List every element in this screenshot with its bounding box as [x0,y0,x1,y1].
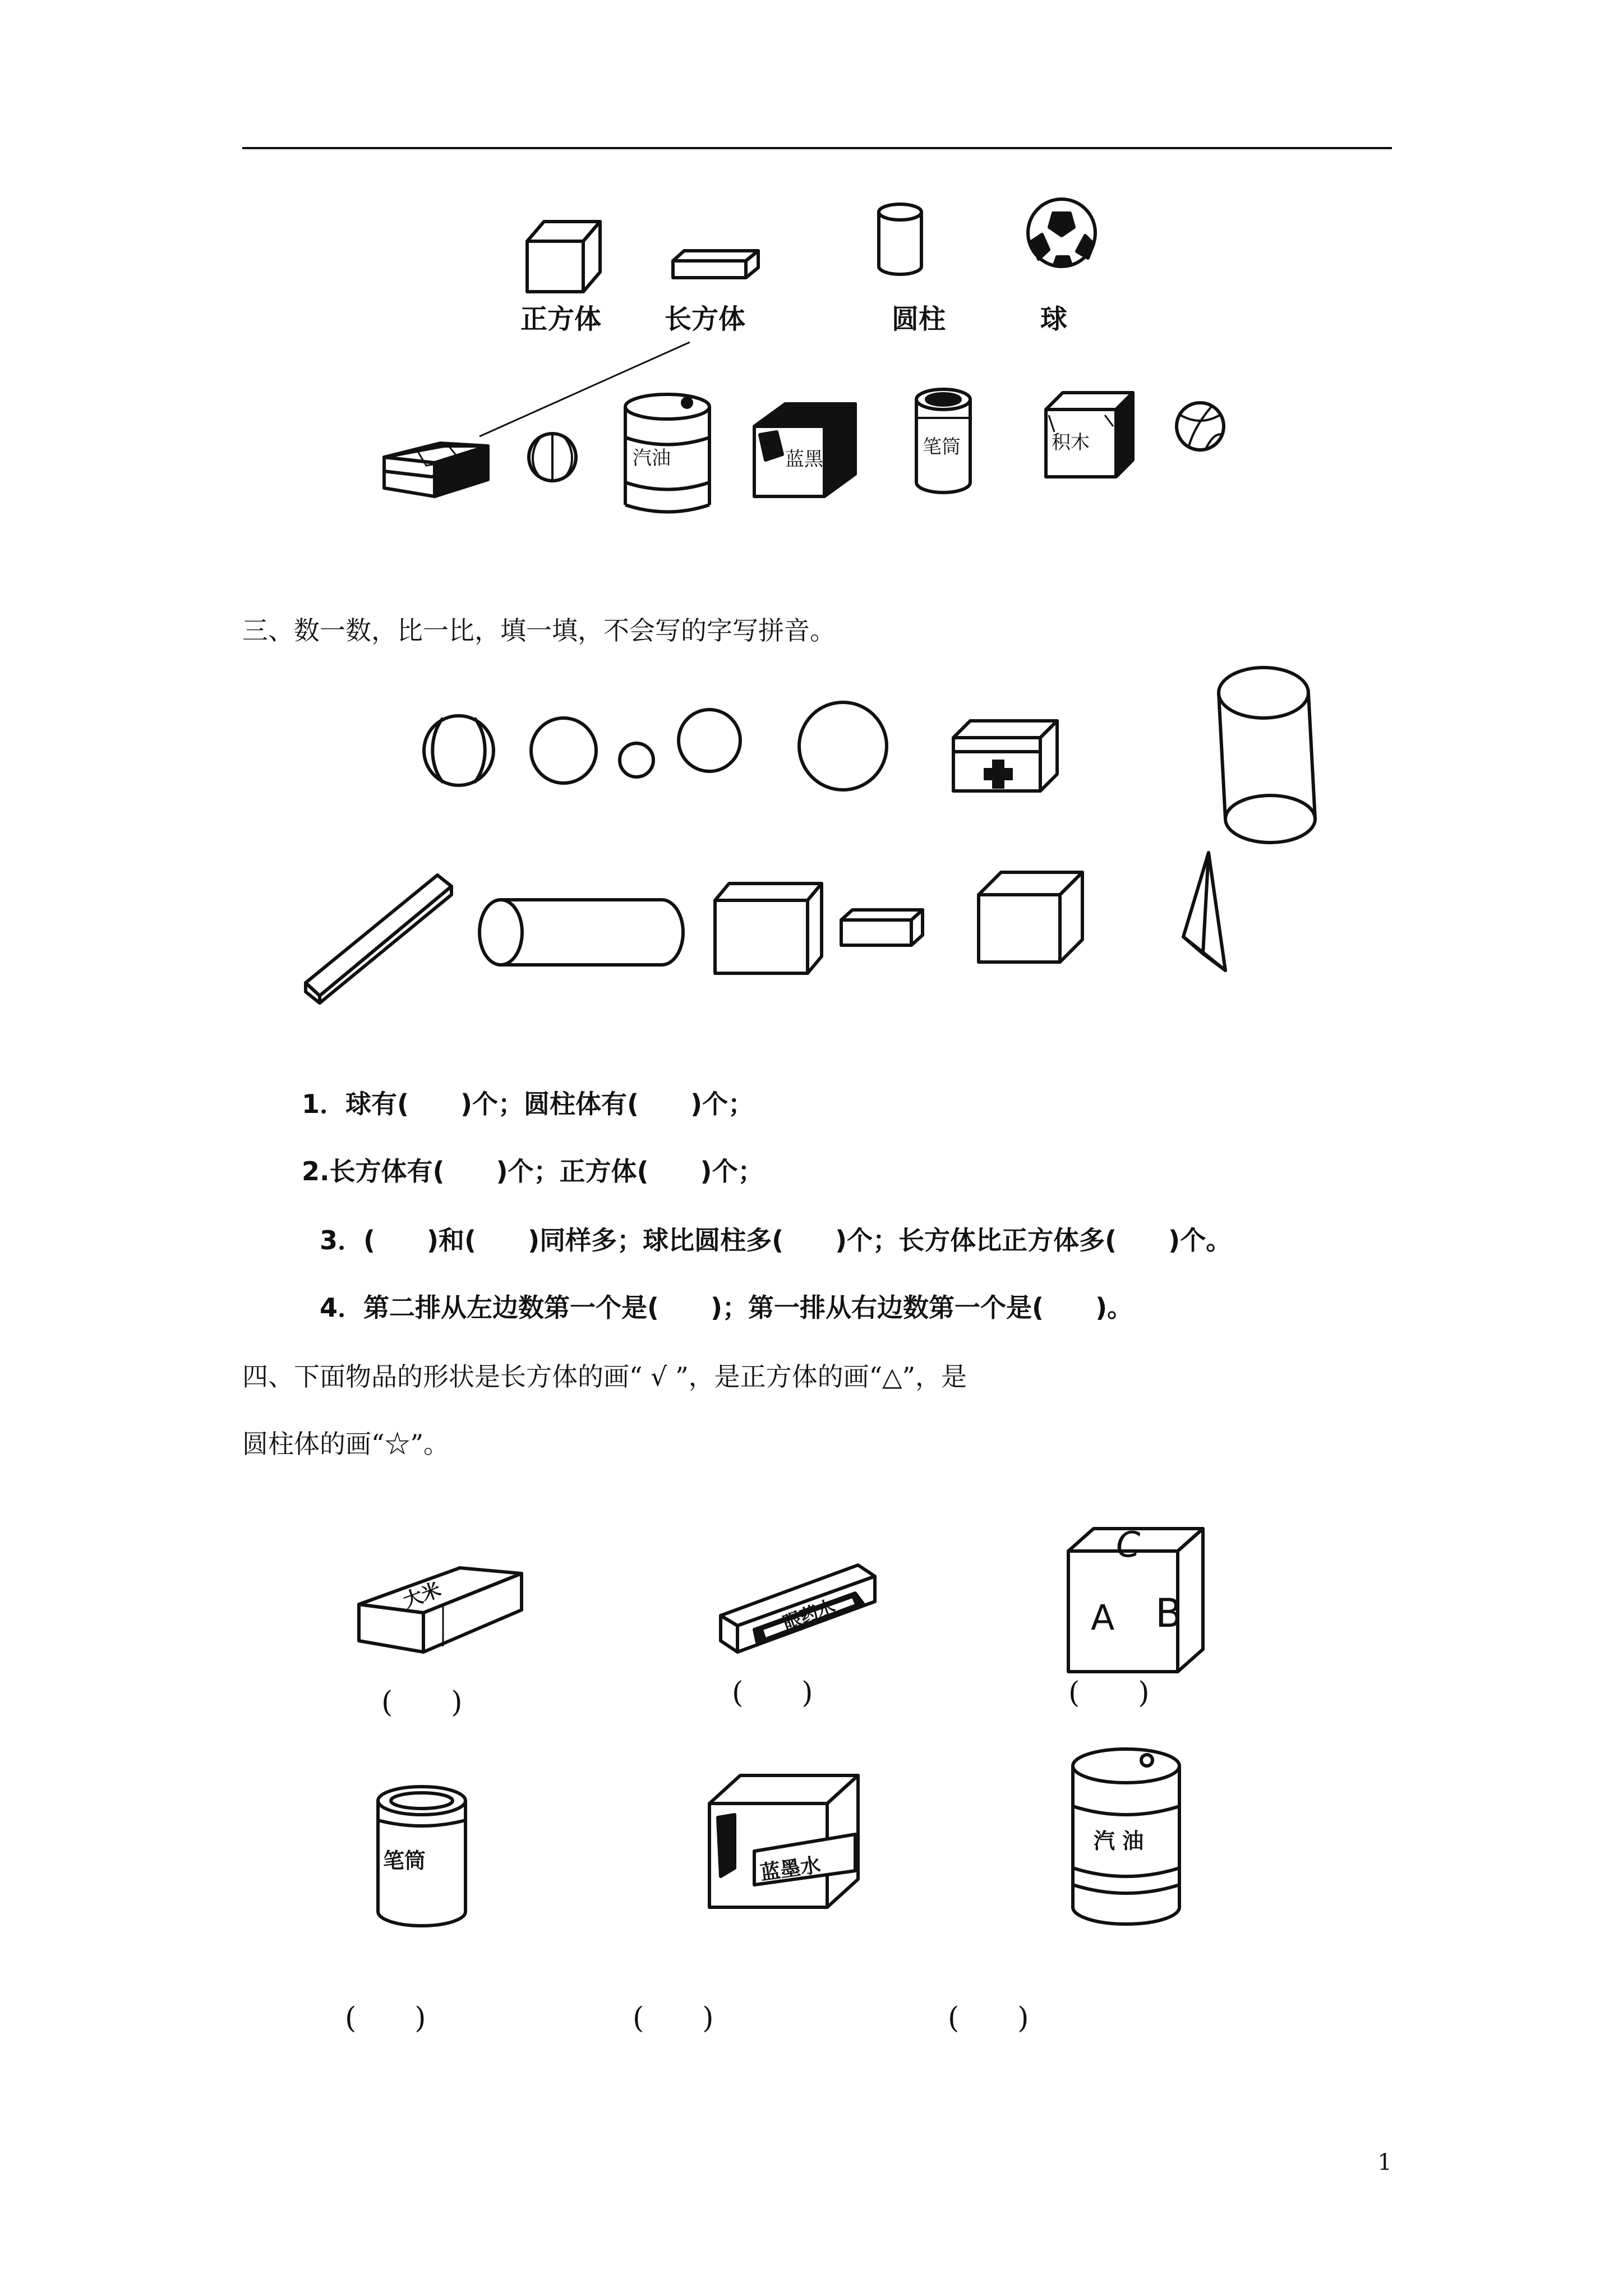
answer-paren: ( ) [732,1676,813,1710]
cylinder-shape [879,204,921,274]
section4-heading-line2: 圆柱体的画“☆”。 [242,1429,450,1459]
answer-paren: ( ) [948,2001,1029,2035]
cuboid-label: 长方体 [665,303,746,335]
ink-item-label: 蓝墨水 [759,1853,822,1885]
rice-box-item [359,1568,522,1652]
cuboid-shape [673,251,758,278]
answer-paren: ( ) [633,2001,714,2035]
cube-shape [527,222,600,292]
first-aid-box-shape [953,721,1057,791]
triangle-prism-shape [1183,853,1225,970]
oil-label: 汽油 [633,447,671,470]
ink-label: 蓝黑水 [785,448,842,471]
cube-shape [715,884,822,973]
pen-holder-item-label: 笔筒 [383,1848,426,1873]
cylinder-label: 圆柱 [892,303,946,335]
answer-paren: ( ) [381,1686,463,1719]
rice-label: 大米 [400,1578,444,1613]
large-ball-shape [799,702,887,790]
small-cuboid-shape [841,910,923,945]
ink-box-item [709,1775,858,1907]
page-number: 1 [1377,2150,1392,2175]
striped-ball-object [529,434,576,481]
matching-line [479,342,690,436]
block-letter-b: B [1155,1590,1183,1636]
block-letter-a: A [1091,1597,1115,1638]
question-3: 3．( )和( )同样多；球比圆柱多( )个；长方体比正方体多( )个。 [320,1225,1232,1255]
answer-paren: ( ) [1068,1676,1150,1710]
answer-paren: ( ) [345,2001,426,2035]
eye-drop-label: 眼药水 [780,1595,838,1634]
tall-cylinder-shape [1219,668,1315,843]
question-2: 2.长方体有( )个；正方体( )个； [302,1156,764,1186]
section4-heading-line1: 四、下面物品的形状是长方体的画“ √ ”，是正方体的画“△”，是 [242,1361,967,1392]
section3-heading: 三、数一数，比一比，填一填，不会写的字写拼音。 [242,615,836,646]
block-label: 积木 [1052,431,1090,454]
question-4: 4．第二排从左边数第一个是( )；第一排从右边数第一个是( )。 [320,1292,1133,1323]
ball-label: 球 [1040,303,1068,335]
rice-box-object [384,443,488,496]
ball-shape [679,710,740,771]
question-1: 1．球有( )个；圆柱体有( )个； [302,1089,754,1119]
small-ball-shape [620,743,653,777]
block-letter-c: C [1116,1524,1141,1565]
cube-shape [979,872,1082,962]
ball-shape [531,718,596,783]
long-board-shape [306,875,451,1003]
soccer-ball-shape [1028,199,1095,266]
volleyball-object [1177,403,1224,450]
pen-holder-label: 笔筒 [923,436,961,458]
cube-label: 正方体 [520,303,602,335]
horizontal-cylinder-shape [479,900,683,965]
oil-item-label: 汽 油 [1094,1829,1144,1853]
striped-ball-shape [424,716,494,785]
